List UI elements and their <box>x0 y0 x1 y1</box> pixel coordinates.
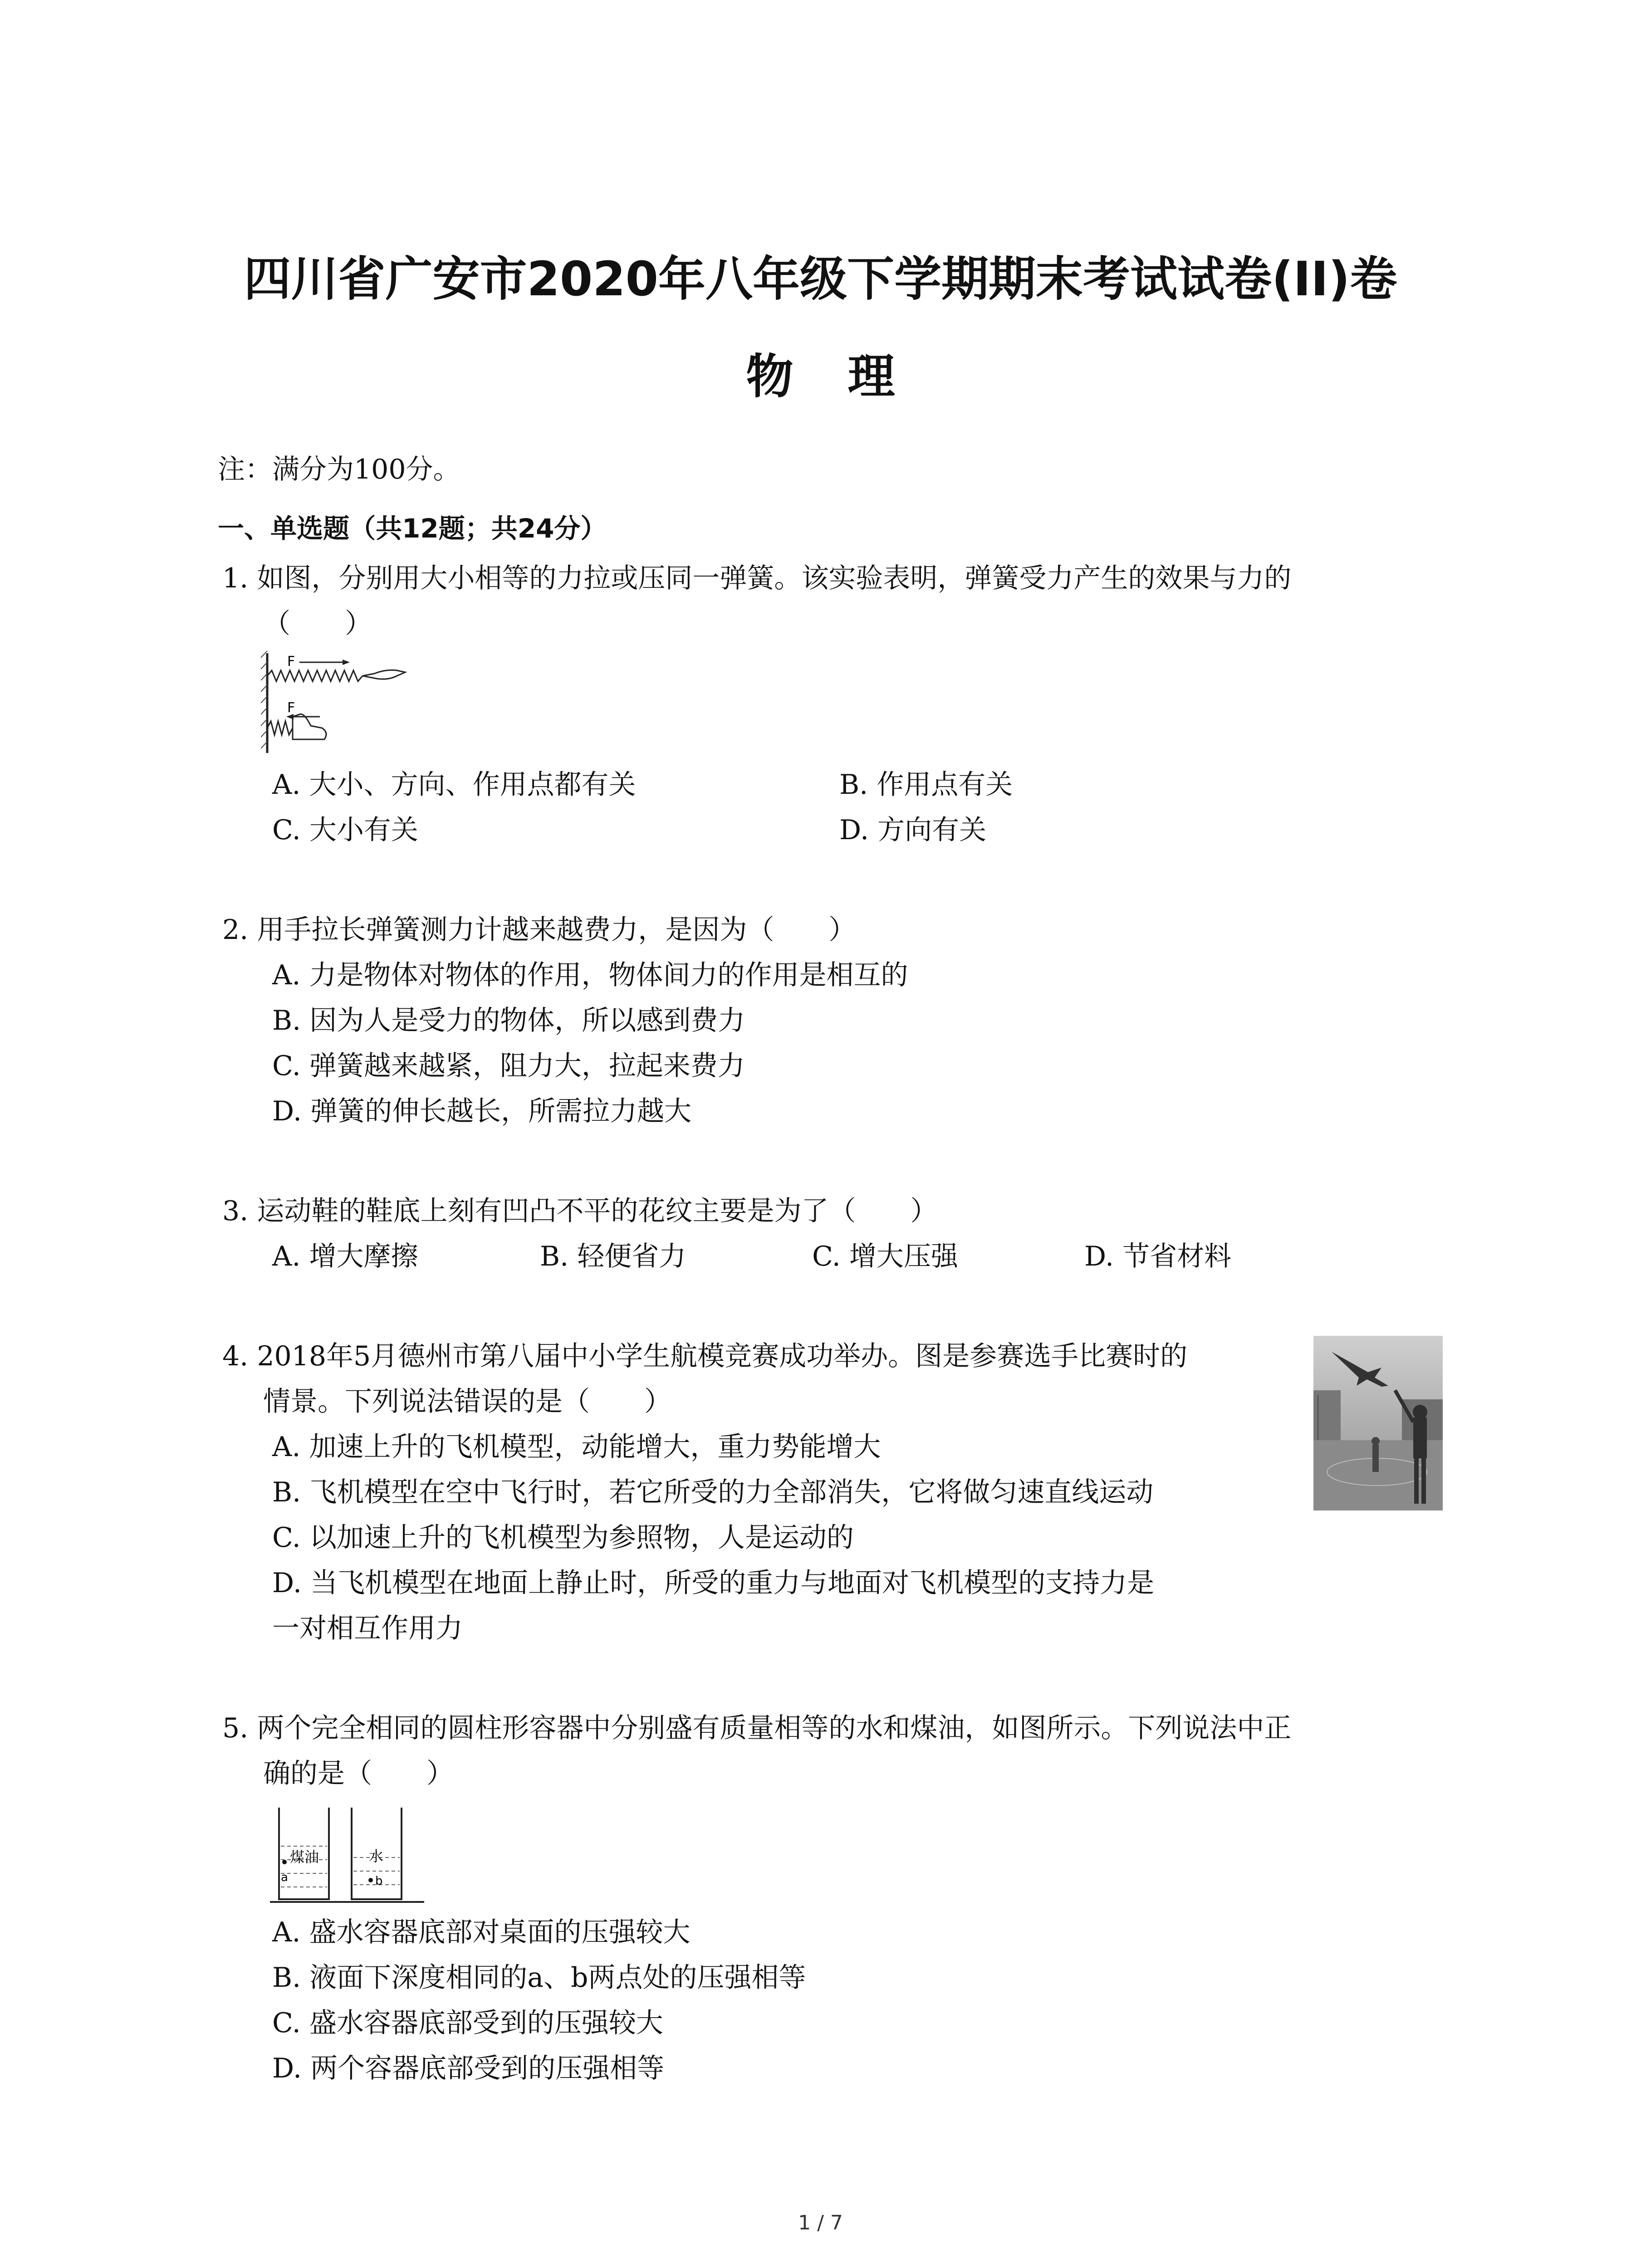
q5-option-a: A. 盛水容器底部对桌面的压强较大 <box>272 1916 691 1948</box>
section-heading: 一、单选题（共12题；共24分） <box>218 513 607 544</box>
q5-stem-line-1: 5. 两个完全相同的圆柱形容器中分别盛有质量相等的水和煤油，如图所示。下列说法中正 <box>222 1712 1292 1744</box>
q1-stem-line-1: 1. 如图，分别用大小相等的力拉或压同一弹簧。该实验表明，弹簧受力产生的效果与力的 <box>222 562 1292 594</box>
q1-option-c: C. 大小有关 <box>272 814 418 846</box>
q3-stem: 3. 运动鞋的鞋底上刻有凹凸不平的花纹主要是为了（ ） <box>222 1195 938 1227</box>
force-label-top: F <box>287 654 295 670</box>
q2-option-b: B. 因为人是受力的物体，所以感到费力 <box>272 1005 745 1036</box>
page-number: 1 / 7 <box>798 2211 843 2234</box>
q2-option-a: A. 力是物体对物体的作用，物体间力的作用是相互的 <box>272 959 908 991</box>
q4-option-b: B. 飞机模型在空中飞行时，若它所受的力全部消失，它将做匀速直线运动 <box>272 1476 1154 1508</box>
q5-stem-line-2: 确的是（ ） <box>263 1758 454 1789</box>
q4-stem-line-2: 情景。下列说法错误的是（ ） <box>263 1386 671 1418</box>
q1-option-a: A. 大小、方向、作用点都有关 <box>272 769 636 801</box>
force-label-bottom: F <box>287 700 295 716</box>
subject-char-1: 物 <box>746 349 794 404</box>
q4-option-c: C. 以加速上升的飞机模型为参照物，人是运动的 <box>272 1522 854 1554</box>
q5-option-c: C. 盛水容器底部受到的压强较大 <box>272 2007 663 2039</box>
subject-char-2: 理 <box>847 349 895 404</box>
q4-option-d-line-2: 一对相互作用力 <box>272 1613 463 1644</box>
spring-force-figure <box>261 649 415 758</box>
exam-title: 四川省广安市2020年八年级下学期期末考试试卷(II)卷 <box>244 251 1397 307</box>
q5-option-b: B. 液面下深度相同的a、b两点处的压强相等 <box>272 1962 806 1994</box>
score-note: 注：满分为100分。 <box>218 454 460 485</box>
liquid-containers-figure <box>270 1803 424 1907</box>
q1-option-b: B. 作用点有关 <box>839 769 1013 801</box>
point-a-label: a <box>281 1871 288 1884</box>
q3-option-b: B. 轻便省力 <box>540 1241 686 1272</box>
q5-option-d: D. 两个容器底部受到的压强相等 <box>272 2053 665 2084</box>
subject-title <box>0 345 1641 408</box>
q4-option-a: A. 加速上升的飞机模型，动能增大，重力势能增大 <box>272 1431 881 1463</box>
q3-option-d: D. 节省材料 <box>1084 1241 1232 1272</box>
model-plane-photo <box>1313 1336 1443 1510</box>
q2-option-d: D. 弹簧的伸长越长，所需拉力越大 <box>272 1095 692 1127</box>
q1-option-d: D. 方向有关 <box>839 814 987 846</box>
q2-option-c: C. 弹簧越来越紧，阻力大，拉起来费力 <box>272 1050 745 1082</box>
q4-stem-line-1: 4. 2018年5月德州市第八届中小学生航模竞赛成功举办。图是参赛选手比赛时的 <box>222 1340 1188 1372</box>
q3-option-a: A. 增大摩擦 <box>272 1241 418 1272</box>
water-label: 水 <box>369 1848 384 1865</box>
q1-stem-line-2: （ ） <box>263 608 372 640</box>
q3-option-c: C. 增大压强 <box>812 1241 958 1272</box>
q4-option-d-line-1: D. 当飞机模型在地面上静止时，所受的重力与地面对飞机模型的支持力是 <box>272 1567 1155 1599</box>
kerosene-label: 煤油 <box>290 1848 319 1866</box>
point-b-label: b <box>375 1874 383 1888</box>
q2-stem: 2. 用手拉长弹簧测力计越来越费力，是因为（ ） <box>222 914 856 946</box>
